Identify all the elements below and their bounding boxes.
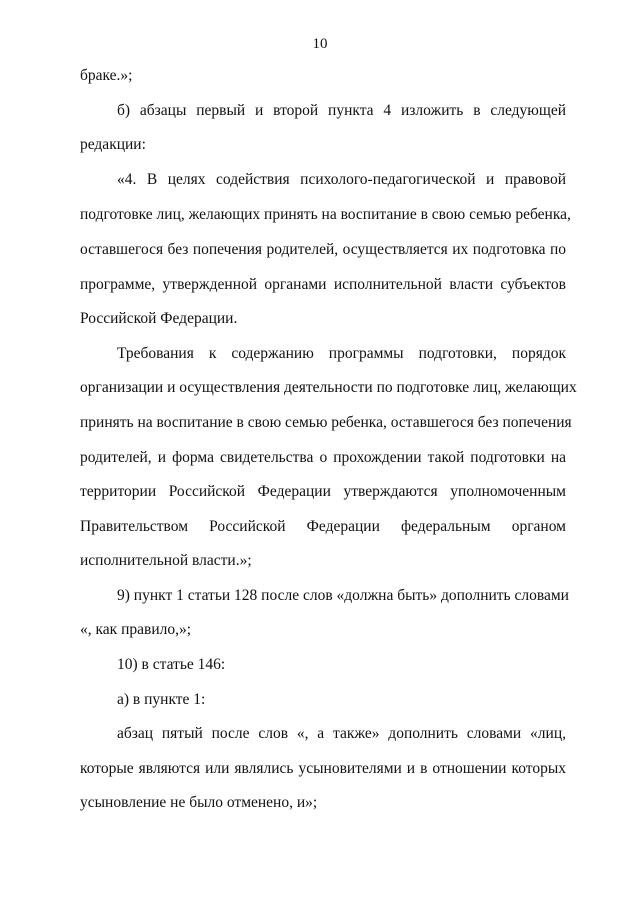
text-line: принять на воспитание в свою семью ребенка, оставшегося без попечения (80, 414, 572, 431)
text-line: территории Российской Федерации утверждаются уполномоченным (80, 483, 566, 500)
text-line: исполнительной власти.»; (80, 552, 252, 569)
text-line: браке.»; (80, 67, 133, 84)
text-line: 10) в статье 146: (117, 656, 226, 673)
text-line: абзац пятый после слов «, а также» дополнить словами «лиц, (117, 725, 566, 742)
text-line: усыновление не было отменено, и»; (80, 794, 318, 811)
text-line: 9) пункт 1 статьи 128 после слов «должна быть» дополнить словами (117, 587, 569, 604)
text-line: а) в пункте 1: (117, 691, 206, 708)
text-line: б) абзацы первый и второй пункта 4 изложить в следующей (117, 102, 566, 119)
text-line: программе, утвержденной органами исполнительной власти субъектов (80, 276, 566, 293)
text-line: редакции: (80, 136, 146, 153)
text-line: Правительством Российской Федерации федеральным органом (80, 518, 566, 535)
text-line: оставшегося без попечения родителей, осуществляется их подготовка по (80, 241, 566, 258)
text-line: Требования к содержанию программы подготовки, порядок (117, 345, 566, 362)
text-line: «4. В целях содействия психолого-педагогической и правовой (117, 171, 566, 188)
text-line: которые являются или являлись усыновителями и в отношении которых (80, 760, 566, 777)
text-line: «, как правило,»; (80, 621, 192, 638)
text-line: организации и осуществления деятельности по подготовке лиц, желающих (80, 379, 577, 396)
text-line: подготовке лиц, желающих принять на воспитание в свою семью ребенка, (80, 206, 571, 223)
text-line: Российской Федерации. (80, 310, 238, 327)
text-line: родителей, и форма свидетельства о прохождении такой подготовки на (80, 449, 566, 466)
page-number: 10 (312, 36, 328, 52)
